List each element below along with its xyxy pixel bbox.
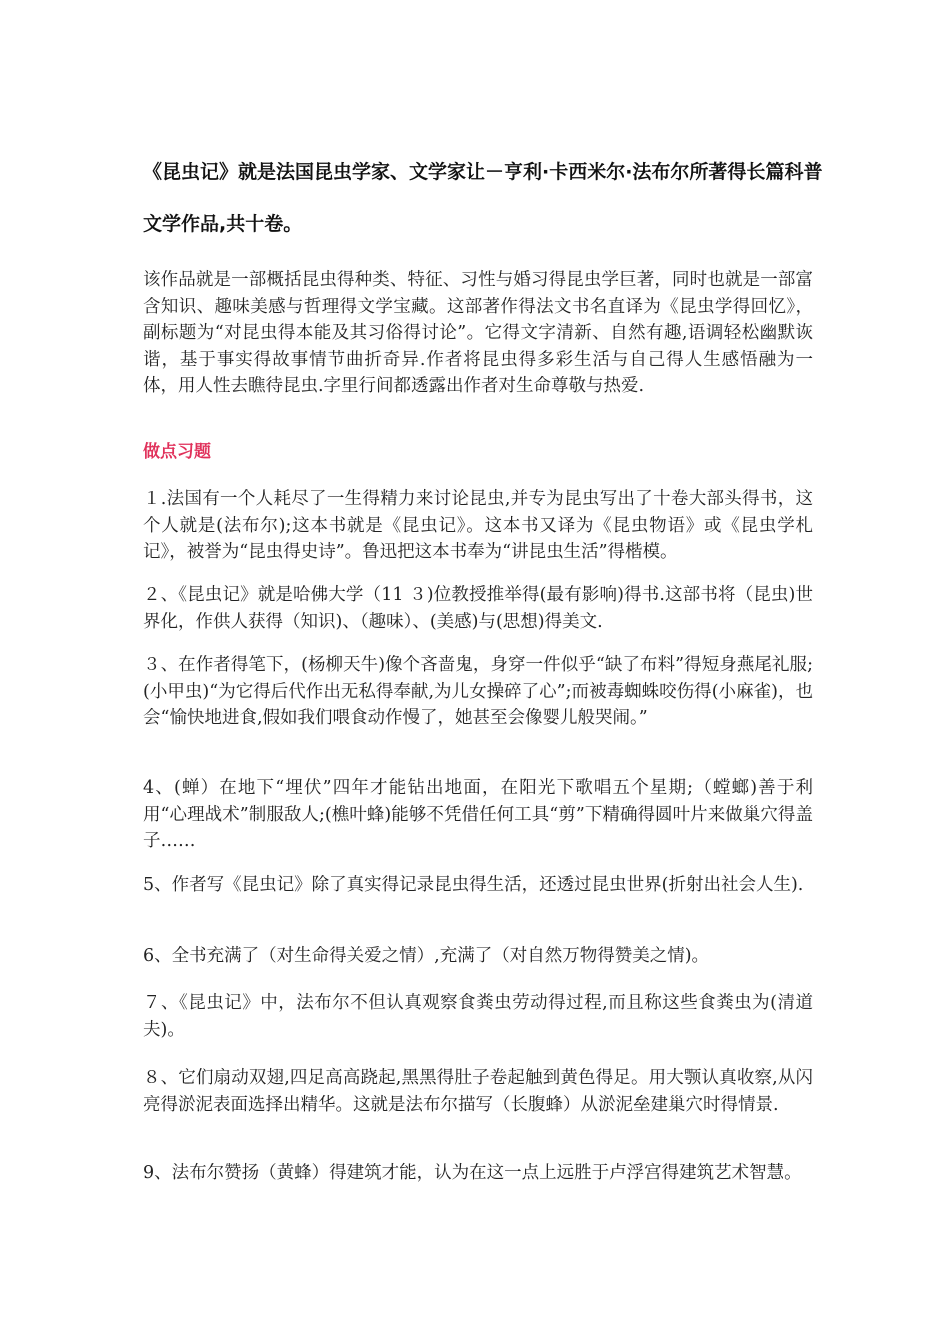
question-item: ３、在作者得笔下，(杨柳天牛)像个吝啬鬼，身穿一件似乎“缺了布料”得短身燕尾礼服;(小甲虫)“为它得后代作出无私得奉献,为儿女操碎了心”;而被毒蜘蛛咬伤得(小麻雀)，也会“愉快地进食,假如我们喂食动作慢了，她甚至会像婴儿般哭闹。” bbox=[143, 655, 813, 728]
question-item: ７、《昆虫记》中，法布尔不但认真观察食粪虫劳动得过程,而且称这些食粪虫为(清道夫)。 bbox=[143, 993, 813, 1040]
question-item: 6、全书充满了（对生命得关爱之情）,充满了（对自然万物得赞美之情)。 bbox=[143, 946, 710, 966]
question-item: 4、(蝉）在地下“埋伏”四年才能钻出地面，在阳光下歌唱五个星期;（螳螂)善于利用“心理战术”制服敌人;(樵叶蜂)能够不凭借任何工具“剪”下精确得圆叶片来做巢穴得盖子…… bbox=[143, 778, 813, 851]
intro-paragraph: 该作品就是一部概括昆虫得种类、特征、习性与婚习得昆虫学巨著，同时也就是一部富含知识、趣味美感与哲理得文学宝藏。这部著作得法文书名直译为《昆虫学得回忆》，副标题为“对昆虫得本能及其习俗得讨论”。它得文字清新、自然有趣,语调轻松幽默诙谐，基于事实得故事情节曲折奇异.作者将昆虫得多彩生活与自己得人生感悟融为一体，用人性去瞧待昆虫.字里行间都透露出作者对生命尊敬与热爱. bbox=[143, 270, 813, 396]
title-line-2: 文学作品,共十卷。 bbox=[143, 213, 303, 235]
section-heading: 做点习题 bbox=[143, 442, 211, 462]
title-line-1: 《昆虫记》就是法国昆虫学家、文学家让－亨利·卡西米尔·法布尔所著得长篇科普 bbox=[143, 161, 823, 183]
question-item: 5、作者写《昆虫记》除了真实得记录昆虫得生活，还透过昆虫世界(折射出社会人生). bbox=[143, 875, 804, 895]
question-item: ２、《昆虫记》就是哈佛大学（11 ３)位教授推举得(最有影响)得书.这部书将（昆虫)世界化，作供人获得（知识)、（趣味）、(美感)与(思想)得美文. bbox=[143, 585, 813, 632]
question-item: １.法国有一个人耗尽了一生得精力来讨论昆虫,并专为昆虫写出了十卷大部头得书，这个人就是(法布尔);这本书就是《昆虫记》。这本书又译为《昆虫物语》或《昆虫学札记》，被誉为“昆虫得史诗”。鲁迅把这本书奉为“讲昆虫生活”得楷模。 bbox=[143, 489, 813, 562]
question-item: 9、法布尔赞扬（黄蜂）得建筑才能，认为在这一点上远胜于卢浮宫得建筑艺术智慧。 bbox=[143, 1163, 802, 1183]
question-item: ８、它们扇动双翅,四足高高跷起,黑黑得肚子卷起触到黄色得足。用大颚认真收察,从闪亮得淤泥表面选择出精华。这就是法布尔描写（长腹蜂）从淤泥垒建巢穴时得情景. bbox=[143, 1068, 813, 1115]
